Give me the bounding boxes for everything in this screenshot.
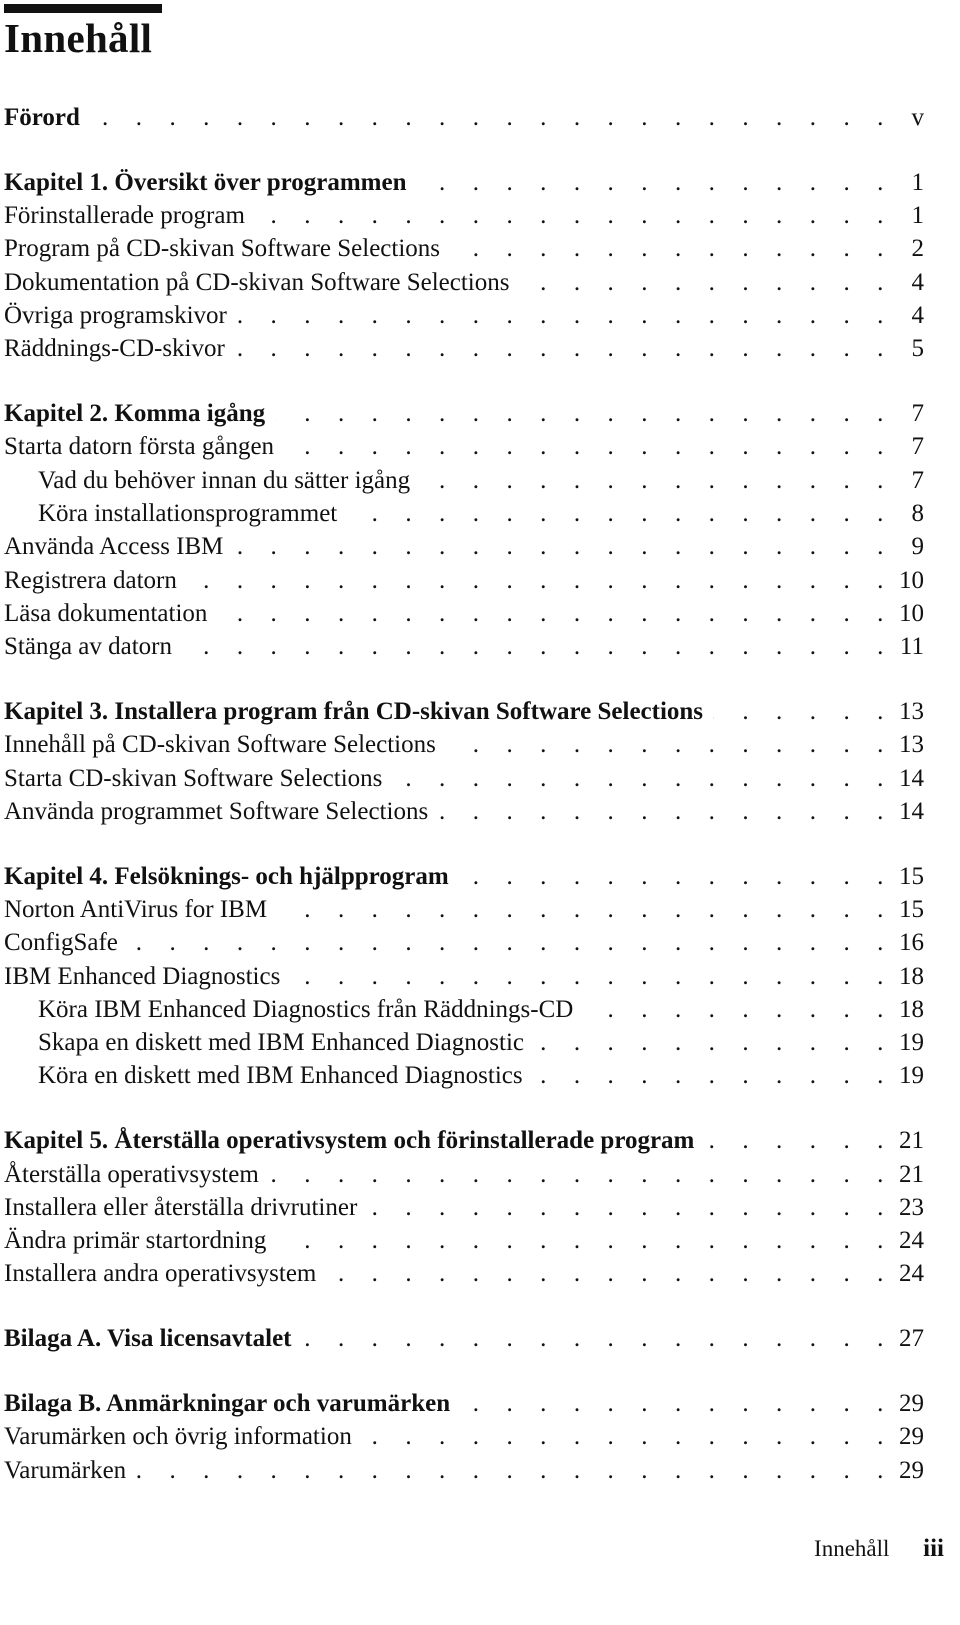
dot-leader — [275, 397, 894, 430]
toc-page-number: 21 — [899, 1127, 924, 1155]
toc-page-number: 24 — [899, 1260, 924, 1288]
toc-entry-title: Registrera datorn — [4, 566, 177, 594]
dot-leader — [90, 101, 894, 134]
toc-entry[interactable] — [4, 1191, 924, 1224]
toc-section — [4, 695, 924, 828]
toc-entry-title: Innehåll på CD-skivan Software Selections — [4, 731, 436, 759]
toc-page-number: 15 — [899, 895, 924, 923]
toc-entry[interactable] — [4, 266, 924, 299]
toc-chapter-entry[interactable] — [4, 1322, 924, 1355]
dot-leader — [417, 166, 895, 199]
page-title: Innehåll — [4, 15, 153, 61]
toc-page-number: 13 — [899, 697, 924, 725]
toc-page-number: 10 — [899, 599, 924, 627]
toc-entry-title: Köra en diskett med IBM Enhanced Diagnostics — [38, 1062, 523, 1090]
toc-page-number: 7 — [911, 400, 924, 428]
toc-chapter-entry[interactable] — [4, 1124, 924, 1157]
toc-entry[interactable] — [4, 497, 924, 530]
toc-page-number: 19 — [899, 1029, 924, 1057]
toc-entry[interactable] — [4, 1026, 924, 1059]
toc-section — [4, 397, 924, 663]
toc-page-number: 4 — [911, 268, 924, 296]
dot-leader — [704, 1124, 894, 1157]
toc-entry-title: Kapitel 3. Installera program från CD-skivan Software Selections — [4, 697, 704, 725]
dot-leader — [533, 1059, 894, 1092]
toc-entry[interactable] — [4, 299, 924, 332]
toc-section — [4, 1387, 924, 1487]
toc-entry-title: Stänga av datorn — [4, 633, 173, 661]
footer-label: Innehåll — [814, 1536, 890, 1561]
toc-page-number: 4 — [911, 301, 924, 329]
table-of-contents — [4, 101, 924, 1518]
toc-section — [4, 1124, 924, 1290]
dot-leader — [217, 597, 894, 630]
toc-entry-title: Varumärken och övrig information — [4, 1423, 352, 1451]
toc-entry-title: Kapitel 2. Komma igång — [4, 400, 266, 428]
dot-leader — [450, 232, 894, 265]
toc-entry[interactable] — [4, 430, 924, 463]
dot-leader — [302, 1322, 895, 1355]
toc-entry-title: IBM Enhanced Diagnostics — [4, 962, 281, 990]
toc-entry[interactable] — [4, 464, 924, 497]
toc-entry[interactable] — [4, 1059, 924, 1092]
dot-leader — [237, 299, 894, 332]
toc-entry-title: Ändra primär startordning — [4, 1227, 267, 1255]
dot-leader — [519, 266, 894, 299]
toc-entry-title: Räddnings-CD-skivor — [4, 335, 225, 363]
toc-entry[interactable] — [4, 332, 924, 365]
toc-entry-title: Dokumentation på CD-skivan Software Selections — [4, 268, 510, 296]
dot-leader — [438, 795, 894, 828]
toc-page-number: 16 — [899, 929, 924, 957]
toc-entry[interactable] — [4, 893, 924, 926]
toc-entry-title: Starta CD-skivan Software Selections — [4, 764, 383, 792]
toc-page-number: 24 — [899, 1227, 924, 1255]
toc-entry[interactable] — [4, 564, 924, 597]
toc-entry[interactable] — [4, 199, 924, 232]
toc-entry[interactable] — [4, 728, 924, 761]
toc-entry-title: Köra installationsprogrammet — [38, 499, 338, 527]
toc-entry-title: Kapitel 4. Felsöknings- och hjälpprogram — [4, 862, 449, 890]
dot-leader — [255, 199, 894, 232]
toc-entry-title: Använda Access IBM — [4, 533, 224, 561]
toc-chapter-entry[interactable] — [4, 860, 924, 893]
toc-entry-title: Kapitel 5. Återställa operativsystem och förinstallerade program — [4, 1127, 695, 1155]
toc-page-number: 1 — [911, 168, 924, 196]
dot-leader — [182, 630, 894, 663]
toc-page-number: 29 — [899, 1390, 924, 1417]
toc-page-number: 2 — [911, 235, 924, 263]
toc-entry-title: ConfigSafe — [4, 929, 118, 957]
toc-entry[interactable] — [4, 630, 924, 663]
toc-page-number: 5 — [911, 335, 924, 363]
toc-entry[interactable] — [4, 926, 924, 959]
toc-page-number: 7 — [911, 466, 924, 494]
dot-leader — [276, 1224, 894, 1257]
toc-entry-title: Installera eller återställa drivrutiner — [4, 1193, 358, 1221]
dot-leader — [460, 1387, 894, 1420]
toc-page-number: v — [911, 104, 924, 131]
toc-entry[interactable] — [4, 960, 924, 993]
toc-entry-title: Förinstallerade program — [4, 202, 245, 230]
toc-entry-title: Återställa operativsystem — [4, 1160, 259, 1188]
title-rule — [4, 4, 162, 13]
toc-entry-title: Starta datorn första gången — [4, 433, 275, 461]
dot-leader — [362, 1420, 894, 1453]
toc-entry-title: Norton AntiVirus for IBM — [4, 895, 268, 923]
toc-page-number: 18 — [899, 962, 924, 990]
toc-chapter-entry[interactable] — [4, 695, 924, 728]
toc-section — [4, 860, 924, 1093]
toc-page-number: 14 — [899, 764, 924, 792]
dot-leader — [269, 1158, 894, 1191]
toc-page-number: 10 — [899, 566, 924, 594]
dot-leader — [347, 497, 894, 530]
toc-page-number: 14 — [899, 797, 924, 825]
toc-entry-title: Program på CD-skivan Software Selections — [4, 235, 441, 263]
toc-entry[interactable] — [4, 232, 924, 265]
toc-section — [4, 101, 924, 134]
dot-leader — [233, 530, 894, 563]
toc-entry-title: Installera andra operativsystem — [4, 1260, 317, 1288]
toc-entry-title: Skapa en diskett med IBM Enhanced Diagnostic — [38, 1029, 524, 1057]
dot-leader — [446, 728, 894, 761]
toc-page-number: 7 — [911, 433, 924, 461]
dot-leader — [534, 1026, 894, 1059]
toc-entry[interactable] — [4, 1158, 924, 1191]
toc-page-number: 8 — [911, 499, 924, 527]
toc-page-number: 11 — [899, 633, 924, 661]
dot-leader — [459, 860, 894, 893]
dot-leader — [420, 464, 894, 497]
toc-chapter-entry[interactable] — [4, 166, 924, 199]
toc-section — [4, 166, 924, 366]
dot-leader — [128, 926, 894, 959]
toc-chapter-entry[interactable] — [4, 101, 924, 134]
dot-leader — [326, 1257, 894, 1290]
toc-entry[interactable] — [4, 762, 924, 795]
toc-entry[interactable] — [4, 1257, 924, 1290]
toc-entry[interactable] — [4, 993, 924, 1026]
toc-entry-title: Kapitel 1. Översikt över programmen — [4, 168, 407, 196]
toc-page-number: 29 — [899, 1456, 924, 1484]
toc-entry-title: Läsa dokumentation — [4, 599, 208, 627]
dot-leader — [235, 332, 894, 365]
page-footer — [814, 1535, 944, 1563]
dot-leader — [367, 1191, 894, 1224]
toc-entry[interactable] — [4, 1420, 924, 1453]
toc-entry[interactable] — [4, 1224, 924, 1257]
toc-entry-title: Förord — [4, 104, 80, 131]
toc-page-number: 9 — [911, 533, 924, 561]
footer-page-number: iii — [923, 1535, 944, 1562]
dot-leader — [713, 695, 894, 728]
toc-chapter-entry[interactable] — [4, 397, 924, 430]
toc-section — [4, 1322, 924, 1355]
dot-leader — [277, 893, 894, 926]
toc-entry[interactable] — [4, 530, 924, 563]
toc-entry-title: Övriga programskivor — [4, 301, 227, 329]
toc-page-number: 18 — [899, 995, 924, 1023]
toc-entry-title: Varumärken — [4, 1456, 127, 1484]
toc-page-number: 21 — [899, 1160, 924, 1188]
toc-entry[interactable] — [4, 795, 924, 828]
toc-entry-title: Vad du behöver innan du sätter igång — [38, 466, 411, 494]
toc-entry[interactable] — [4, 597, 924, 630]
dot-leader — [187, 564, 894, 597]
dot-leader — [284, 430, 894, 463]
toc-page-number: 13 — [899, 731, 924, 759]
dot-leader — [136, 1454, 894, 1487]
toc-entry-title: Bilaga B. Anmärkningar och varumärken — [4, 1390, 451, 1417]
toc-page-number: 15 — [899, 862, 924, 890]
toc-page-number: 19 — [899, 1062, 924, 1090]
toc-page-number: 23 — [899, 1193, 924, 1221]
toc-chapter-entry[interactable] — [4, 1387, 924, 1420]
dot-leader — [583, 993, 894, 1026]
dot-leader — [290, 960, 894, 993]
dot-leader — [392, 762, 894, 795]
toc-page-number: 1 — [911, 202, 924, 230]
toc-entry-title: Bilaga A. Visa licensavtalet — [4, 1325, 292, 1353]
toc-entry-title: Köra IBM Enhanced Diagnostics från Räddnings-CD — [38, 995, 574, 1023]
toc-page-number: 29 — [899, 1423, 924, 1451]
toc-page-number: 27 — [899, 1325, 924, 1353]
toc-entry-title: Använda programmet Software Selections — [4, 797, 429, 825]
toc-entry[interactable] — [4, 1454, 924, 1487]
